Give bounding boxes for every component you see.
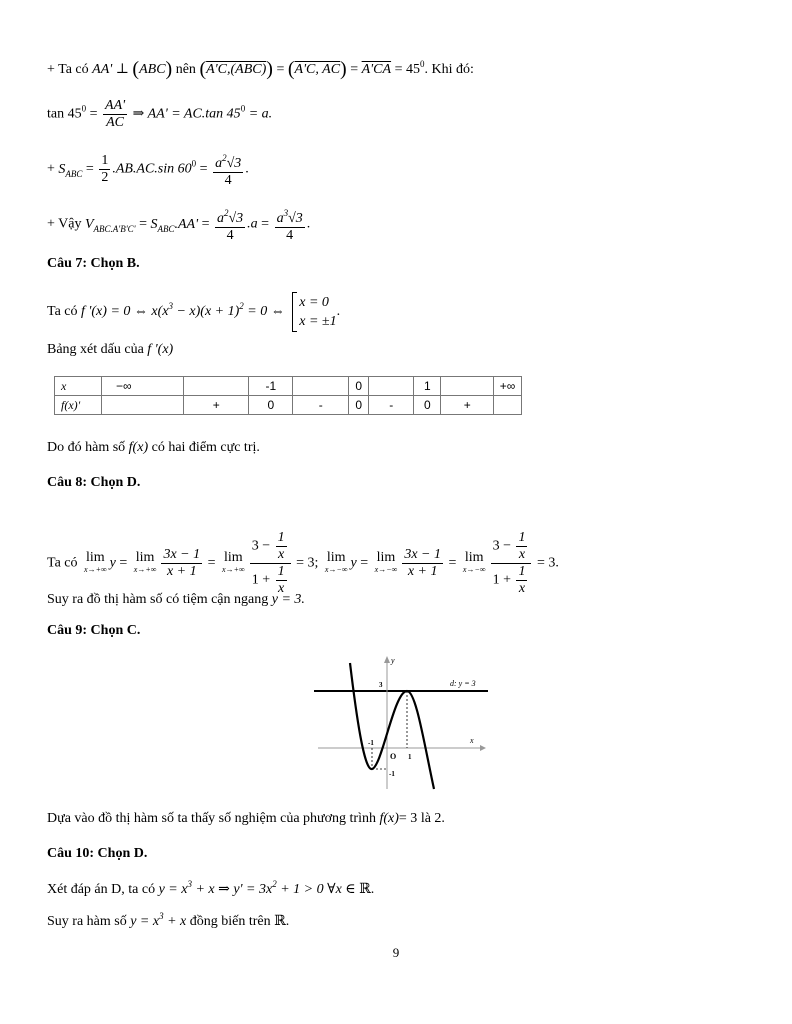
svg-text:3: 3: [379, 681, 383, 689]
line-sign-table-caption: Bảng xét dấu của f '(x): [47, 342, 174, 357]
sign-table-header: x −∞ -1 0 1 +∞: [55, 377, 522, 396]
svg-text:O: O: [390, 752, 397, 761]
line-cau8-conclusion: Suy ra đồ thị hàm số có tiệm cận ngang y = 3.: [47, 592, 305, 607]
line-label: d: y = 3: [450, 679, 476, 688]
line-cau9-conclusion: Dựa vào đồ thị hàm số ta thấy số nghiệm của phương trình f(x)= 3 là 2.: [47, 811, 445, 826]
heading-cau-8: Câu 8: Chọn D.: [47, 475, 141, 490]
sign-table: [54, 376, 522, 415]
line-cau7-conclusion: Do đó hàm số f(x) có hai điểm cực trị.: [47, 440, 260, 455]
function-graph: [310, 653, 490, 791]
line-tan: $\tan 45^0$ = $\frac{AA'}{AC}$ ⇒ AA' = AC.tan $45^0 = a$.: [47, 98, 273, 130]
heading-cau-7: Câu 7: Chọn B.: [47, 256, 140, 271]
heading-cau-10: Câu 10: Chọn D.: [47, 846, 148, 861]
svg-text:1: 1: [408, 753, 412, 761]
svg-text:y: y: [391, 656, 395, 665]
line-area: + $S_{ABC}$ = $\frac{1}{2}$ .AB.AC.sin $60^0$ = $\frac{a^2√3}{4}$ .: [47, 150, 249, 189]
line-derivative: Ta có f '(x) = 0 ⇔ $x(x^3 - x)(x + 1)^2 = 0$ ⇔ x = 0 x = ±1 .: [47, 292, 340, 332]
line-limits: Ta có lim x→+∞ y = lim x→+∞ $\frac{3x - 1}{x + 1}$ = lim x→+∞ 3 − $\frac{1}{x}$ 1 + $\frac{1}{x}$ = 3; lim x→−∞ y = lim x→−∞ $\frac{3x - 1}{x + 1}$ = lim x→−∞ 3 − $\frac{1}{x}$ 1 + $\frac{1}{x}$ = 3.: [47, 530, 559, 596]
line-angle: + Ta có AA' ⊥ (ABC) nên (A'C,(ABC)) = (A'C, $AC) = A'CA = 45^0$. Khi đó:: [47, 58, 474, 80]
svg-text:-1: -1: [389, 770, 395, 778]
heading-cau-9: Câu 9: Chọn C.: [47, 623, 141, 638]
line-cau10-derivative: Xét đáp án D, ta có $y = x^3 + x$ ⇒ $y' = 3x^2 + 1 > 0$ ∀x ∈ ℝ.: [47, 879, 375, 897]
svg-text:-1: -1: [368, 739, 374, 747]
sign-table-row: f(x)' + 0 - 0 - 0 +: [55, 396, 522, 415]
svg-text:x: x: [470, 736, 474, 745]
page-number: 9: [392, 945, 400, 960]
line-cau10-conclusion: Suy ra hàm số $y = x^3 + x$ đồng biến trên ℝ.: [47, 911, 290, 929]
line-volume: + Vậy $V_{ABC.A'B'C'} = S_{ABC}.AA'$ = $\frac{a^2√3}{4}$ .a = $\frac{a^3√3}{4}$ .: [47, 205, 310, 244]
